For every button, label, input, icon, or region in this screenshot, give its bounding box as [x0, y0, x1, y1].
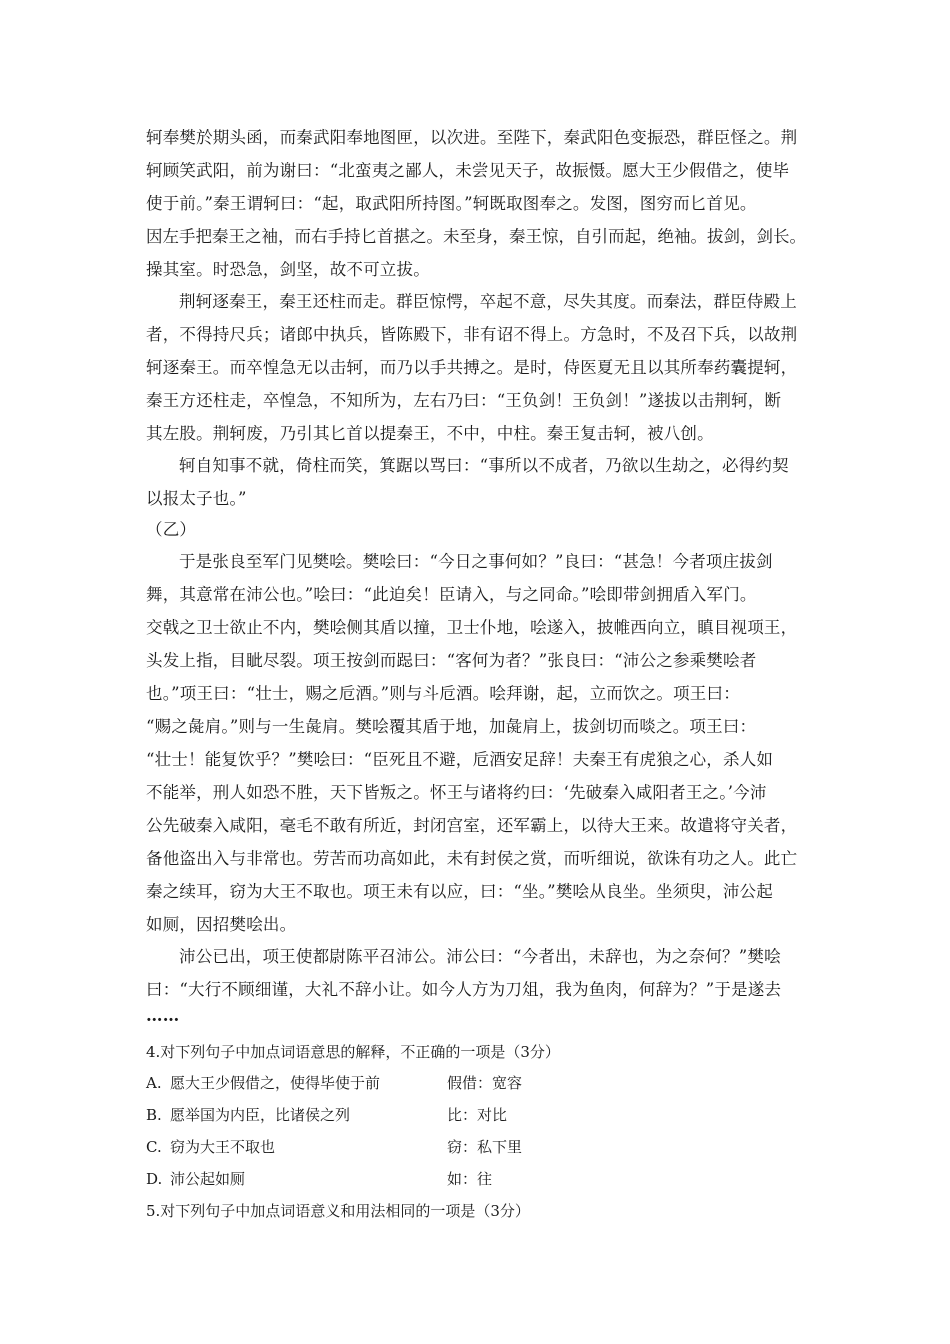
- text-line: 以报太子也。”: [146, 489, 247, 508]
- text-line: 也。”项王曰：“壮士，赐之卮酒。”则与斗卮酒。哙拜谢，起，立而饮之。项王曰：: [146, 684, 740, 703]
- text-line: 头发上指，目眦尽裂。项王按剑而跽曰：“客何为者？”张良曰：“沛公之参乘樊哙者: [146, 651, 757, 670]
- text-line: 轲逐秦王。而卒惶急无以击轲，而乃以手共搏之。是时，侍医夏无且以其所奉药囊提轲，: [146, 358, 798, 377]
- text-line: 轲奉樊於期头函，而秦武阳奉地图匣，以次进。至陛下，秦武阳色变振恐，群臣怪之。荆: [146, 128, 798, 147]
- option-note: 如：往: [447, 1170, 493, 1188]
- option-label: C.: [146, 1138, 162, 1156]
- option-note: 假借：宽容: [447, 1074, 523, 1092]
- text-line: 因左手把秦王之袖，而右手持匕首揕之。未至身，秦王惊，自引而起，绝袖。拔剑，剑长。: [146, 227, 806, 246]
- text-line: 秦之续耳，窃为大王不取也。项王未有以应，曰：“坐。”樊哙从良坐。坐须臾，沛公起: [146, 882, 773, 901]
- question-5-stem: 5.对下列句子中加点词语意义和用法相同的一项是（3分）: [146, 1202, 530, 1220]
- text-line: 备他盗出入与非常也。劳苦而功高如此，未有封侯之赏，而听细说，欲诛有功之人。此亡: [146, 849, 798, 868]
- option-label: B.: [146, 1106, 162, 1124]
- text-line: 公先破秦入咸阳，毫毛不敢有所近，封闭宫室，还军霸上，以待大王来。故遣将守关者，: [146, 816, 798, 835]
- section-yi-label: （乙）: [146, 520, 197, 539]
- option-text: 窃为大王不取也: [170, 1138, 276, 1156]
- text-line: 舞，其意常在沛公也。”哙曰：“此迫矣！臣请入，与之同命。”哙即带剑拥盾入军门。: [146, 585, 757, 604]
- text-line: 如厕，因招樊哙出。: [146, 915, 297, 934]
- text-line: 不能举，刑人如恐不胜，天下皆叛之。怀王与诸将约曰：‘先破秦入咸阳者王之。’今沛: [146, 783, 767, 802]
- text-line: 秦王方还柱走，卒惶急，不知所为，左右乃曰：“王负剑！王负剑！”遂拔以击荆轲，断: [146, 391, 782, 410]
- option-text: 愿大王少假借之，使得毕使于前: [170, 1074, 381, 1092]
- text-line: 曰：“大行不顾细谨，大礼不辞小让。如今人方为刀俎，我为鱼肉，何辞为？”于是遂去: [146, 980, 782, 999]
- text-line: 其左股。荆轲废，乃引其匕首以提秦王，不中，中柱。秦王复击轲，被八创。: [146, 424, 714, 443]
- ellipsis: ……: [146, 1006, 180, 1025]
- option-label: A.: [146, 1074, 162, 1092]
- option-note: 比：对比: [447, 1106, 508, 1124]
- option-note: 窃：私下里: [447, 1138, 523, 1156]
- text-line: 沛公已出，项王使都尉陈平召沛公。沛公曰：“今者出，未辞也，为之奈何？”樊哙: [179, 947, 781, 966]
- option-label: D.: [146, 1170, 163, 1188]
- text-line: 荆轲逐秦王，秦王还柱而走。群臣惊愕，卒起不意，尽失其度。而秦法，群臣侍殿上: [179, 292, 797, 311]
- text-line: 轲顾笑武阳，前为谢曰：“北蛮夷之鄙人，未尝见天子，故振慑。愿大王少假借之，使毕: [146, 161, 790, 180]
- text-line: 于是张良至军门见樊哙。樊哙曰：“今日之事何如？”良曰：“甚急！今者项庄拔剑: [179, 552, 773, 571]
- text-line: 者，不得持尺兵；诸郎中执兵，皆陈殿下，非有诏不得上。方急时，不及召下兵，以故荆: [146, 325, 798, 344]
- text-line: 轲自知事不就，倚柱而笑，箕踞以骂曰：“事所以不成者，乃欲以生劫之，必得约契: [179, 456, 789, 475]
- text-line: “赐之彘肩。”则与一生彘肩。樊哙覆其盾于地，加彘肩上，拔剑切而啖之。项王曰：: [146, 717, 757, 736]
- text-line: 交戟之卫士欲止不内，樊哙侧其盾以撞，卫士仆地，哙遂入，披帷西向立，瞋目视项王，: [146, 618, 798, 637]
- text-line: “壮士！能复饮乎？”樊哙曰：“臣死且不避，卮酒安足辞！夫秦王有虎狼之心，杀人如: [146, 750, 774, 769]
- option-text: 愿举国为内臣，比诸侯之列: [170, 1106, 351, 1124]
- text-line: 操其室。时恐急，剑坚，故不可立拔。: [146, 260, 430, 279]
- question-4-stem: 4.对下列句子中加点词语意思的解释，不正确的一项是（3分）: [146, 1043, 560, 1061]
- text-line: 使于前。”秦王谓轲曰：“起，取武阳所持图。”轲既取图奉之。发图，图穷而匕首见。: [146, 194, 757, 213]
- option-text: 沛公起如厕: [170, 1170, 246, 1188]
